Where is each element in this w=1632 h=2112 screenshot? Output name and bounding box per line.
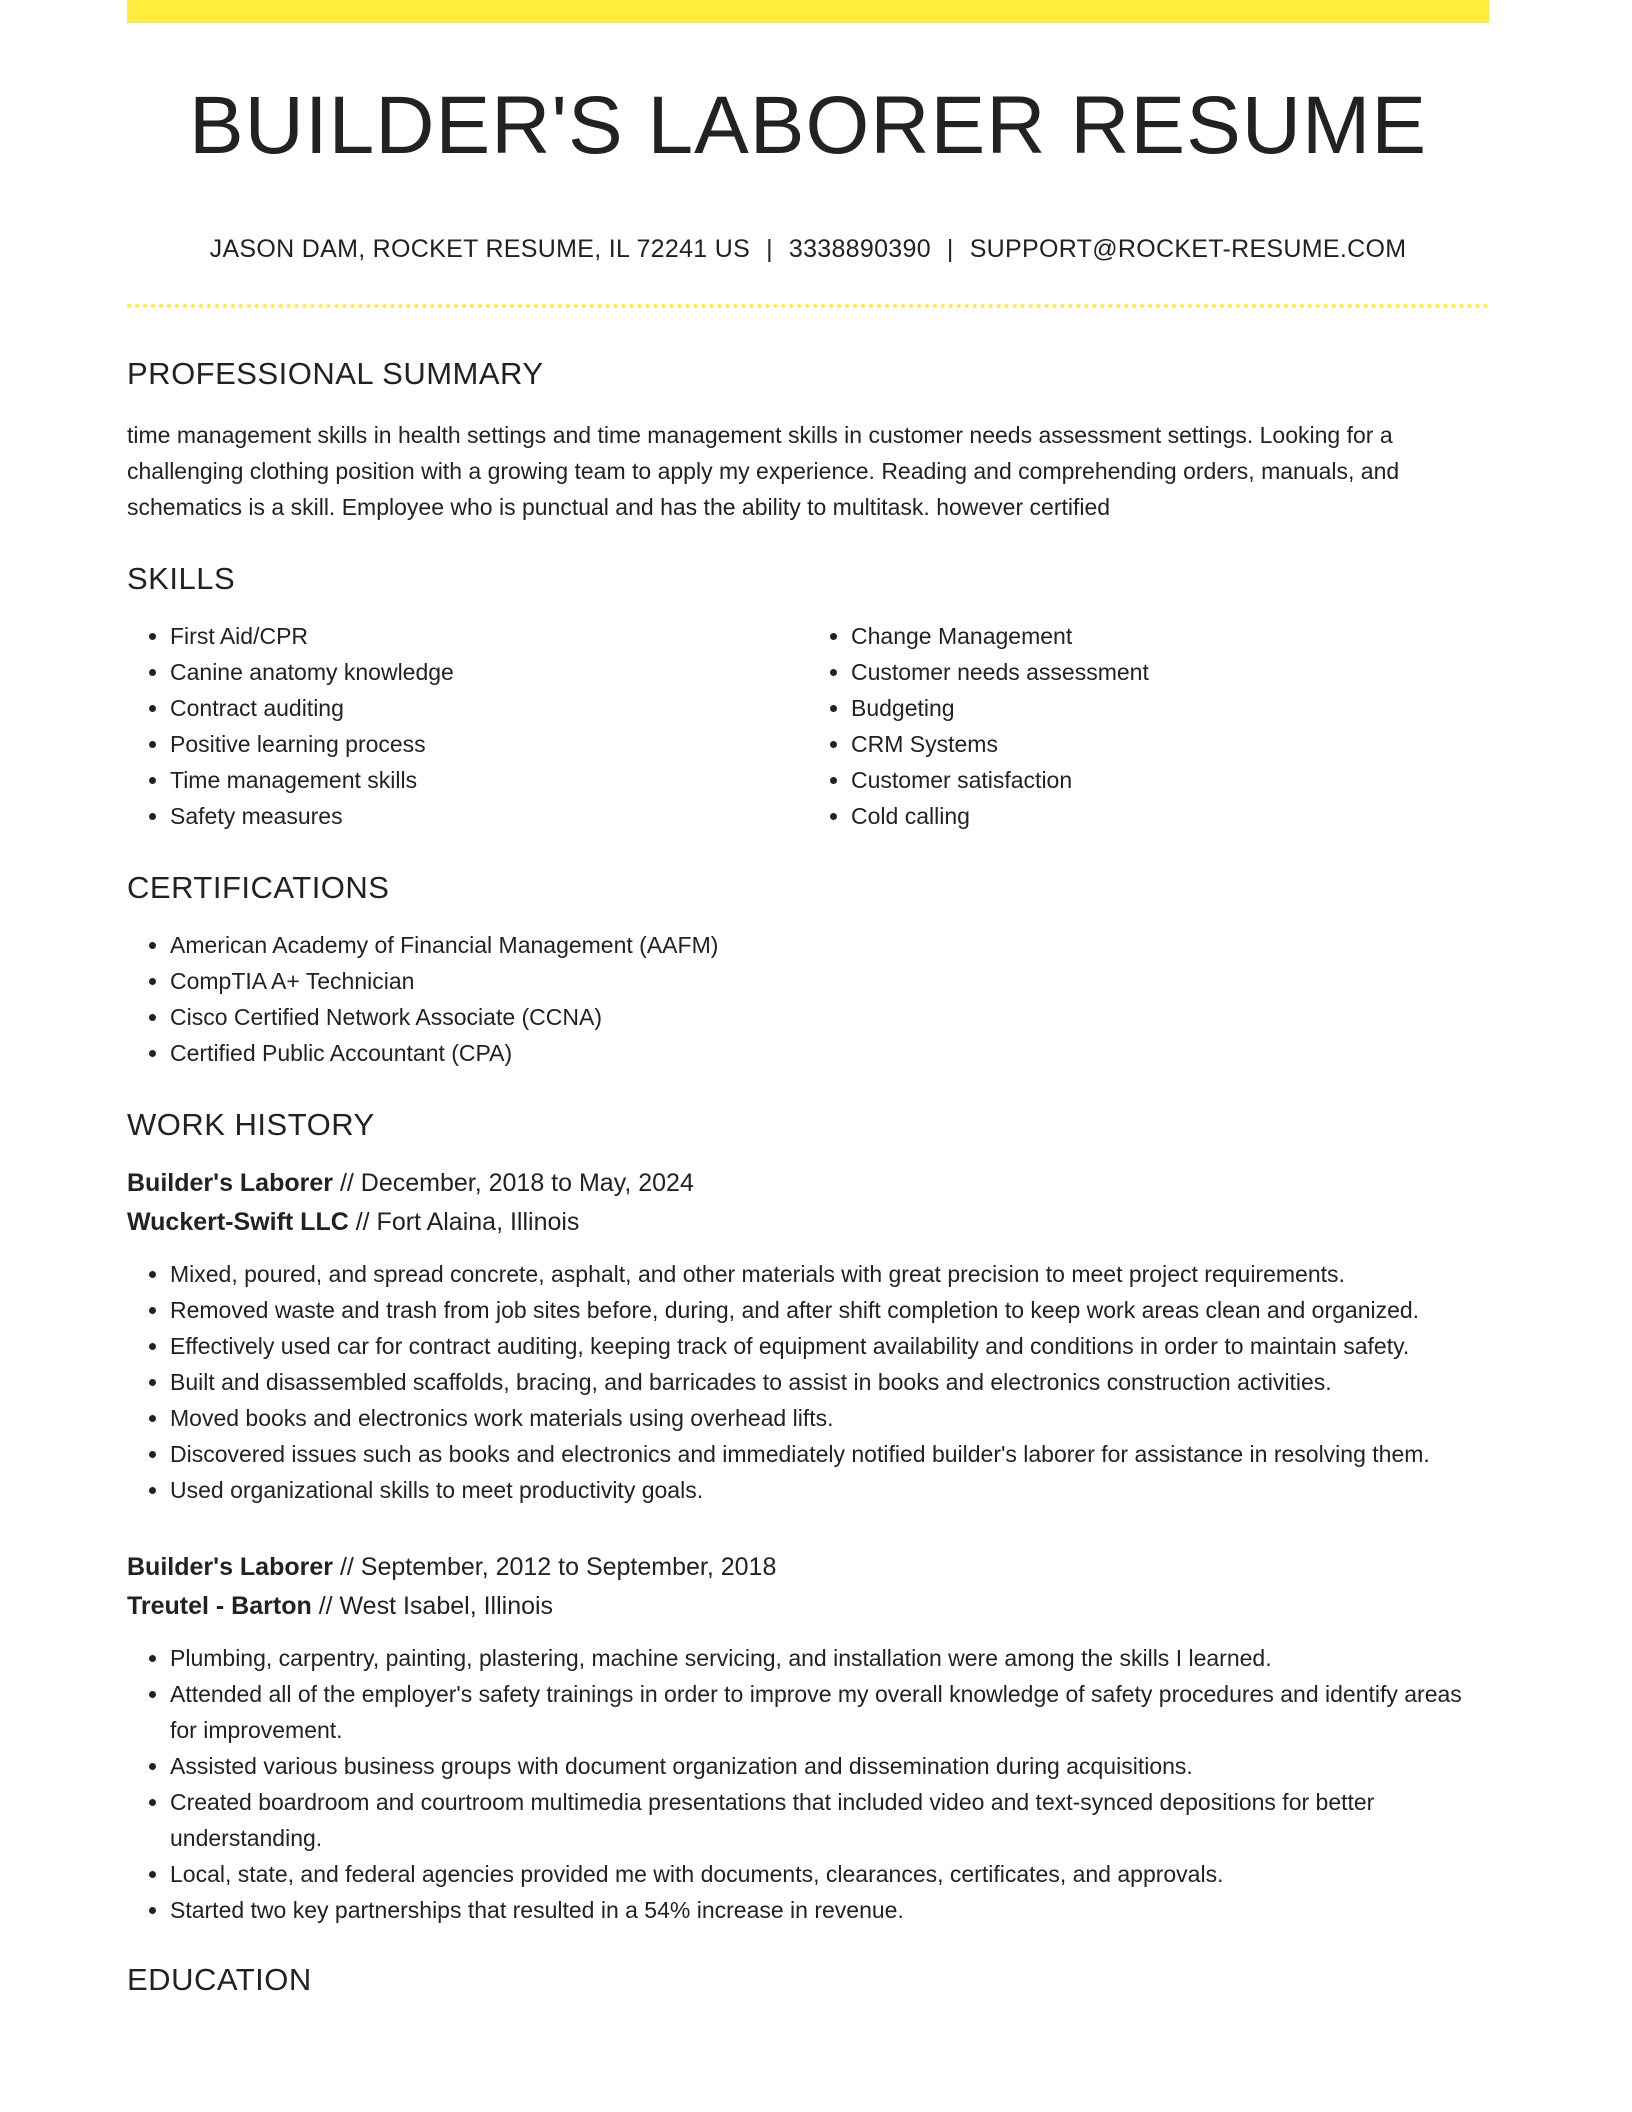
certification-item: • Cisco Certified Network Associate (CCNA) <box>170 999 1489 1035</box>
job-bullet: • Created boardroom and courtroom multimedia presentations that included video and text-synced depositions for better understanding. <box>170 1784 1489 1856</box>
job-entry <box>127 1164 1489 1508</box>
contact-separator: | <box>766 235 773 263</box>
job-bullets <box>127 1640 1489 1928</box>
dotted-divider <box>127 304 1489 308</box>
job-entry <box>127 1548 1489 1928</box>
contact-line <box>127 235 1489 264</box>
job-title-line <box>127 1548 1489 1587</box>
job-company-line <box>127 1203 1489 1242</box>
job-company-line <box>127 1587 1489 1626</box>
job-title: Builder's Laborer <box>127 1553 333 1581</box>
resume-title: BUILDER'S LABORER RESUME <box>188 80 1428 171</box>
job-bullet: • Moved books and electronics work materials using overhead lifts. <box>170 1400 1489 1436</box>
job-location: // West Isabel, Illinois <box>318 1592 554 1620</box>
job-title-line <box>127 1164 1489 1203</box>
job-title: Builder's Laborer <box>127 1169 333 1197</box>
certifications-list <box>127 927 1489 1071</box>
job-bullet: • Started two key partnerships that resulted in a 54% increase in revenue. <box>170 1892 1489 1928</box>
skills-list-right <box>808 618 1489 834</box>
work-history-heading: WORK HISTORY <box>127 1107 375 1142</box>
job-bullet: • Plumbing, carpentry, painting, plastering, machine servicing, and installation were among the skills I learned. <box>170 1640 1489 1676</box>
resume-page <box>127 0 1489 1995</box>
job-bullet: • Removed waste and trash from job sites before, during, and after shift completion to keep work areas clean and organized. <box>170 1292 1489 1328</box>
skill-item: • Contract auditing <box>170 690 808 726</box>
skill-item: • Positive learning process <box>170 726 808 762</box>
certification-item: • CompTIA A+ Technician <box>170 963 1489 999</box>
certification-item: • Certified Public Accountant (CPA) <box>170 1035 1489 1071</box>
skills-list-left <box>127 618 808 834</box>
contact-separator: | <box>946 235 954 263</box>
contact-phone: 3338890390 <box>788 235 931 263</box>
summary-text: time management skills in health settings and time management skills in customer needs assessment settings. Looking for a challenging clothing position with a growing team to apply my experience. Reading and comprehending orders, manuals, and schematics is a skill. Employee who is punctual and has the ability to multitask. however certified <box>127 422 1400 520</box>
job-company: Treutel - Barton <box>127 1592 312 1620</box>
skill-item: • Time management skills <box>170 762 808 798</box>
skill-item: • Canine anatomy knowledge <box>170 654 808 690</box>
skill-item: • Customer needs assessment <box>851 654 1489 690</box>
skills-heading: SKILLS <box>127 561 236 596</box>
skill-item: • Customer satisfaction <box>851 762 1489 798</box>
job-bullet: • Assisted various business groups with document organization and dissemination during acquisitions. <box>170 1748 1489 1784</box>
certifications-section <box>127 872 1489 1071</box>
job-bullet: • Effectively used car for contract auditing, keeping track of equipment availability and conditions in order to maintain safety. <box>170 1328 1489 1364</box>
top-accent-bar <box>127 0 1489 23</box>
summary-section <box>127 358 1489 525</box>
education-section <box>127 1964 1489 1995</box>
education-heading: EDUCATION <box>127 1962 312 1997</box>
certification-item: • American Academy of Financial Management (AAFM) <box>170 927 1489 963</box>
skill-item: • Budgeting <box>851 690 1489 726</box>
skill-item: • Safety measures <box>170 798 808 834</box>
certifications-heading: CERTIFICATIONS <box>127 870 390 905</box>
job-bullets <box>127 1256 1489 1508</box>
job-dates: // December, 2018 to May, 2024 <box>339 1169 694 1197</box>
skill-item: • CRM Systems <box>851 726 1489 762</box>
summary-heading: PROFESSIONAL SUMMARY <box>127 356 544 391</box>
skills-columns <box>127 618 1489 834</box>
job-dates: // September, 2012 to September, 2018 <box>339 1553 777 1581</box>
skills-section <box>127 563 1489 834</box>
job-bullet: • Local, state, and federal agencies provided me with documents, clearances, certificates, and approvals. <box>170 1856 1489 1892</box>
skill-item: • Change Management <box>851 618 1489 654</box>
contact-address: JASON DAM, ROCKET RESUME, IL 72241 US <box>209 235 751 263</box>
work-history-section <box>127 1109 1489 1928</box>
contact-email: SUPPORT@ROCKET-RESUME.COM <box>969 235 1407 263</box>
job-bullet: • Attended all of the employer's safety trainings in order to improve my overall knowledge of safety procedures and identify areas for improvement. <box>170 1676 1489 1748</box>
job-company: Wuckert-Swift LLC <box>127 1208 349 1236</box>
skill-item: • Cold calling <box>851 798 1489 834</box>
job-bullet: • Mixed, poured, and spread concrete, asphalt, and other materials with great precision to meet project requirements. <box>170 1256 1489 1292</box>
job-bullet: • Discovered issues such as books and electronics and immediately notified builder's laborer for assistance in resolving them. <box>170 1436 1489 1472</box>
skill-item: • First Aid/CPR <box>170 618 808 654</box>
job-bullet: • Used organizational skills to meet productivity goals. <box>170 1472 1489 1508</box>
job-location: // Fort Alaina, Illinois <box>355 1208 580 1236</box>
job-bullet: • Built and disassembled scaffolds, bracing, and barricades to assist in books and electronics construction activities. <box>170 1364 1489 1400</box>
